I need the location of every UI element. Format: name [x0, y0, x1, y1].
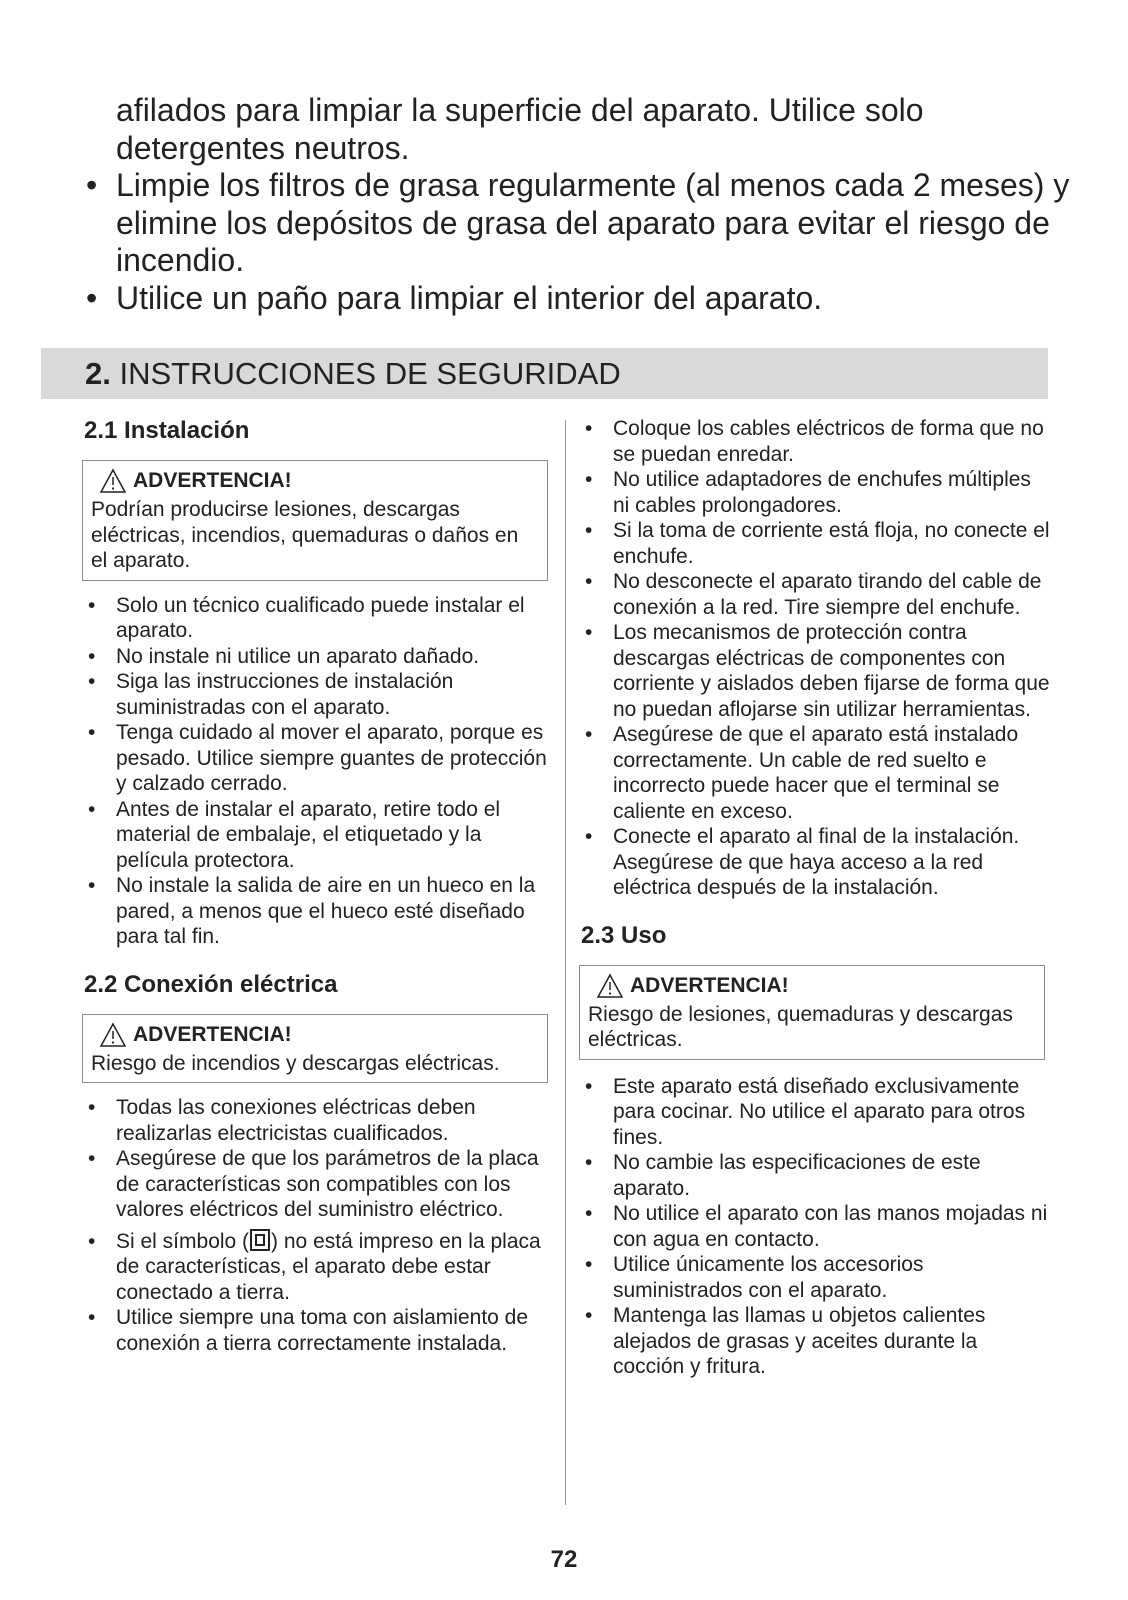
list-item: • Los mecanismos de protección contra descargas eléctricas de componentes con corriente y aislados deben fijarse de forma que no puedan aflojarse sin utilizar herramientas.	[585, 621, 1050, 721]
column-divider	[565, 420, 566, 1505]
electric-heading: 2.2 Conexión eléctrica	[84, 970, 338, 998]
section-header-bar	[41, 348, 1048, 399]
warning-triangle-icon	[99, 468, 127, 494]
electric-list	[84, 1095, 554, 1356]
use-list	[581, 1074, 1051, 1380]
list-item: • Coloque los cables eléctricos de forma que no se puedan enredar.	[585, 417, 1044, 466]
section-title	[85, 356, 621, 392]
list-item: • Mantenga las llamas u objetos calientes alejados de grasas y aceites durante la cocción y fritura.	[585, 1304, 986, 1378]
list-item: • Todas las conexiones eléctricas deben realizarlas electricistas cualificados.	[88, 1096, 476, 1145]
install-heading: 2.1 Instalación	[84, 417, 250, 444]
warning-label: ADVERTENCIA!	[133, 1022, 292, 1046]
list-item: • Utilice siempre una toma con aislamiento de conexión a tierra correctamente instalada.	[88, 1306, 529, 1355]
left-column	[84, 416, 554, 1356]
warning-text: Riesgo de lesiones, quemaduras y descargas eléctricas.	[588, 1002, 1013, 1051]
electric-warning-box	[82, 1014, 548, 1084]
install-warning-box	[82, 460, 548, 581]
list-item: • Utilice únicamente los accesorios suministrados con el aparato.	[585, 1253, 924, 1302]
list-item: • Conecte el aparato al final de la instalación. Asegúrese de que haya acceso a la red eléctrica después de la instalación.	[585, 825, 1020, 899]
list-item: • Antes de instalar el aparato, retire todo el material de embalaje, el etiquetado y la película protectora.	[88, 797, 501, 872]
warning-label: ADVERTENCIA!	[630, 973, 789, 997]
list-item: • Asegúrese de que los parámetros de la placa de características son compatibles con los valores eléctricos del suministro eléctrico.	[88, 1147, 539, 1221]
list-item: • No desconecte el aparato tirando del cable de conexión a la red. Tire siempre del enchufe.	[585, 570, 1042, 619]
warning-triangle-icon	[596, 973, 624, 999]
intro-bullet: • Utilice un paño para limpiar el interior del aparato.	[86, 279, 823, 316]
list-item: • Este aparato está diseñado exclusivamente para cocinar. No utilice el aparato para otros fines.	[585, 1074, 1026, 1149]
warning-text: Riesgo de incendios y descargas eléctricas.	[91, 1051, 500, 1075]
section-number: 2.	[85, 356, 111, 391]
intro-block	[80, 92, 1080, 317]
list-item: • No cambie las especificaciones de este aparato.	[585, 1151, 981, 1200]
use-heading: 2.3 Uso	[581, 921, 667, 949]
section-title-text: INSTRUCCIONES DE SEGURIDAD	[119, 356, 621, 391]
list-item: • No utilice adaptadores de enchufes múltiples ni cables prolongadores.	[585, 468, 1031, 517]
warning-triangle-icon	[99, 1022, 127, 1048]
protective-insulation-icon	[250, 1229, 270, 1251]
page-number: 72	[550, 1546, 578, 1573]
list-item: • Si el símbolo ( ) no está impreso en la placa de características, el aparato debe estar conectado a tierra.	[88, 1229, 541, 1304]
list-item: • Solo un técnico cualificado puede instalar el aparato.	[88, 593, 525, 642]
warning-label: ADVERTENCIA!	[133, 469, 292, 492]
warning-text: Podrían producirse lesiones, descargas eléctricas, incendios, quemaduras o daños en el aparato.	[91, 498, 519, 572]
intro-continuation: afilados para limpiar la superficie del aparato. Utilice solo detergentes neutros.	[116, 92, 924, 166]
list-item: • Si la toma de corriente está floja, no conecte el enchufe.	[585, 519, 1050, 568]
list-item: • Tenga cuidado al mover el aparato, porque es pesado. Utilice siempre guantes de protección y calzado cerrado.	[88, 721, 547, 795]
list-item: • No instale la salida de aire en un hueco en la pared, a menos que el hueco esté diseñado para tal fin.	[88, 874, 536, 948]
intro-bullet: • Limpie los filtros de grasa regularmente (al menos cada 2 meses) y elimine los depósitos de grasa del aparato para evitar el riesgo de incendio.	[86, 167, 1070, 278]
list-item: • No utilice el aparato con las manos mojadas ni con agua en contacto.	[585, 1202, 1048, 1251]
list-item: • Siga las instrucciones de instalación suministradas con el aparato.	[88, 670, 454, 719]
list-item: • No instale ni utilice un aparato dañado.	[88, 644, 480, 668]
electric-list-continued	[581, 416, 1051, 901]
use-warning-box	[579, 965, 1045, 1060]
list-item: • Asegúrese de que el aparato está instalado correctamente. Un cable de red suelto e incorrecto puede hacer que el terminal se caliente en exceso.	[585, 723, 1019, 823]
install-list	[84, 593, 554, 950]
right-column	[581, 416, 1051, 1380]
